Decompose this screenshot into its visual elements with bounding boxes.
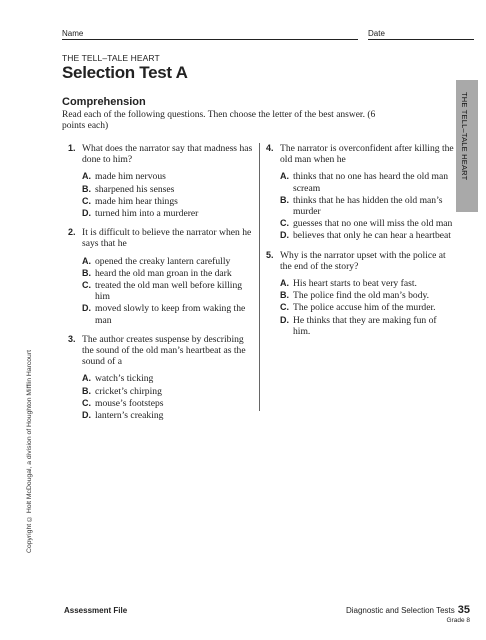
option-letter: C. bbox=[280, 302, 289, 313]
option-text: made him nervous bbox=[95, 171, 166, 183]
page-title: Selection Test A bbox=[62, 63, 188, 82]
answer-option[interactable] bbox=[280, 195, 456, 217]
question-text: Why is the narrator upset with the police at the end of the story? bbox=[280, 249, 446, 272]
footer-right bbox=[346, 605, 470, 626]
question-text: What does the narrator say that madness has done to him? bbox=[82, 143, 253, 166]
answer-option[interactable] bbox=[82, 256, 253, 267]
option-text: The police find the old man’s body. bbox=[293, 290, 430, 302]
answer-option[interactable] bbox=[280, 230, 456, 241]
option-letter: A. bbox=[82, 171, 91, 182]
option-text: He thinks that they are making fun of him. bbox=[293, 314, 437, 337]
option-text: thinks that he has hidden the old man’s murder bbox=[293, 194, 443, 218]
answer-option[interactable] bbox=[82, 196, 253, 207]
option-letter: A. bbox=[82, 373, 91, 384]
option-letter: A. bbox=[280, 171, 289, 182]
grade-label: Grade 8 bbox=[446, 617, 470, 624]
side-tab-label: THE TELL–TALE HEART bbox=[460, 92, 469, 181]
question-1 bbox=[68, 143, 253, 219]
answer-option[interactable] bbox=[82, 398, 253, 409]
answer-option[interactable] bbox=[280, 278, 456, 289]
question-2 bbox=[68, 227, 253, 326]
option-text: lantern’s creaking bbox=[95, 410, 164, 422]
option-text: believes that only he can hear a heartbeat bbox=[293, 230, 451, 242]
footer-section-label: Diagnostic and Selection Tests bbox=[345, 606, 455, 615]
option-text: turned him into a murderer bbox=[95, 208, 199, 220]
name-date-row bbox=[62, 29, 474, 41]
option-letter: C. bbox=[82, 195, 91, 206]
option-text: treated the old man well before killing him bbox=[95, 280, 243, 303]
option-letter: A. bbox=[82, 255, 91, 266]
question-number: 3. bbox=[68, 333, 76, 344]
option-letter: C. bbox=[82, 280, 91, 291]
question-number: 4. bbox=[266, 143, 274, 153]
question-text: It is difficult to believe the narrator when he says that he bbox=[82, 227, 252, 250]
copyright-notice: Copyright © Holt McDougal, a division of Houghton Mifflin Harcourt bbox=[26, 350, 33, 553]
instructions: Read each of the following questions. Then choose the letter of the best answer. (6 points each) bbox=[62, 110, 376, 131]
answer-option[interactable] bbox=[280, 171, 456, 193]
answer-option[interactable] bbox=[280, 315, 456, 337]
option-text: cricket’s chirping bbox=[95, 385, 162, 397]
answer-option[interactable] bbox=[82, 171, 253, 182]
option-letter: C. bbox=[280, 218, 289, 229]
question-text: The narrator is overconfident after killing the old man when he bbox=[280, 143, 454, 166]
answer-option[interactable] bbox=[280, 302, 456, 313]
answer-option[interactable] bbox=[82, 184, 253, 195]
option-letter: D. bbox=[280, 230, 289, 241]
name-field-line[interactable] bbox=[62, 39, 358, 40]
page-number: 35 bbox=[457, 604, 470, 616]
answer-option[interactable] bbox=[82, 373, 253, 384]
section-heading: Comprehension bbox=[62, 96, 146, 108]
question-3 bbox=[68, 334, 253, 421]
option-letter: B. bbox=[280, 194, 289, 205]
question-4 bbox=[266, 143, 456, 242]
option-letter: D. bbox=[280, 314, 289, 325]
option-letter: D. bbox=[82, 410, 91, 421]
option-text: guesses that no one will miss the old man bbox=[293, 218, 453, 230]
option-letter: A. bbox=[280, 278, 289, 289]
date-label: Date bbox=[368, 29, 385, 38]
question-text: The author creates suspense by describing the sound of the old man’s heartbeat as the sound of a bbox=[82, 333, 246, 368]
option-letter: D. bbox=[82, 208, 91, 219]
option-text: mouse’s footsteps bbox=[95, 397, 164, 409]
footer-left-label: Assessment File bbox=[64, 606, 128, 615]
option-text: watch’s ticking bbox=[95, 373, 154, 385]
name-label: Name bbox=[62, 29, 84, 38]
option-letter: D. bbox=[82, 303, 91, 314]
answer-option[interactable] bbox=[280, 290, 456, 301]
option-letter: B. bbox=[82, 267, 91, 278]
answer-option[interactable] bbox=[280, 218, 456, 229]
column-divider bbox=[259, 143, 260, 411]
answer-option[interactable] bbox=[82, 208, 253, 219]
option-text: The police accuse him of the murder. bbox=[293, 302, 436, 314]
option-text: opened the creaky lantern carefully bbox=[95, 255, 231, 267]
questions-left-column bbox=[68, 143, 253, 429]
question-number: 2. bbox=[68, 227, 76, 238]
answer-option[interactable] bbox=[82, 303, 253, 325]
date-field-line[interactable] bbox=[368, 39, 474, 40]
question-number: 1. bbox=[68, 143, 76, 153]
option-letter: B. bbox=[82, 183, 91, 194]
answer-option[interactable] bbox=[82, 268, 253, 279]
option-text: moved slowly to keep from waking the man bbox=[95, 303, 246, 326]
questions-right-column bbox=[266, 143, 456, 345]
option-text: made him hear things bbox=[95, 195, 178, 207]
selection-kicker: THE TELL–TALE HEART bbox=[62, 53, 160, 63]
option-text: sharpened his senses bbox=[95, 183, 175, 195]
option-text: thinks that no one has heard the old man scream bbox=[293, 171, 449, 194]
answer-option[interactable] bbox=[82, 410, 253, 421]
option-letter: B. bbox=[280, 290, 289, 301]
option-text: heard the old man groan in the dark bbox=[95, 267, 232, 279]
answer-option[interactable] bbox=[82, 386, 253, 397]
option-text: His heart starts to beat very fast. bbox=[293, 278, 417, 290]
option-letter: C. bbox=[82, 397, 91, 408]
option-letter: B. bbox=[82, 385, 91, 396]
question-number: 5. bbox=[266, 249, 274, 260]
answer-option[interactable] bbox=[82, 280, 253, 302]
question-5 bbox=[266, 250, 456, 337]
